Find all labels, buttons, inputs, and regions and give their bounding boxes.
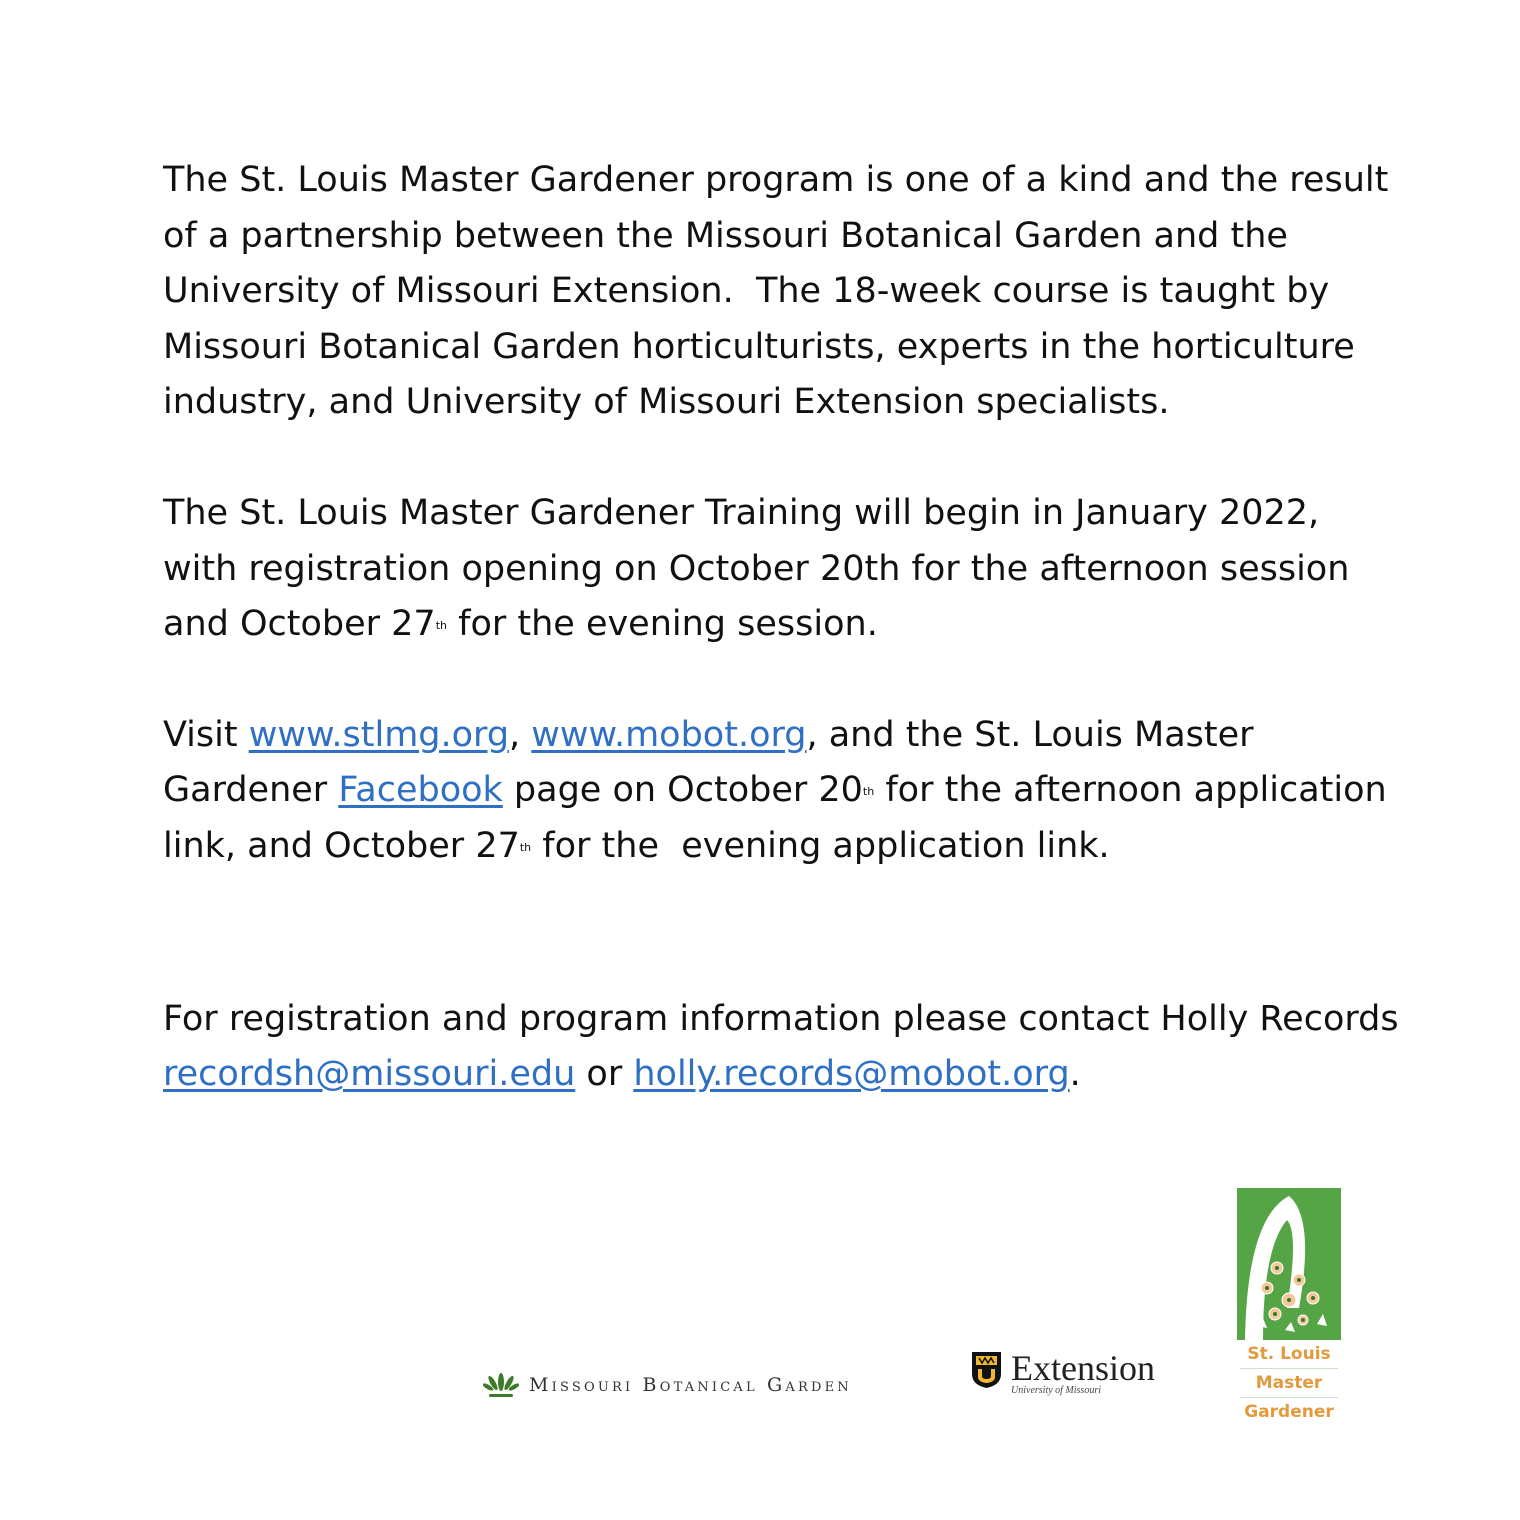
document-body: [163, 153, 1403, 1103]
extension-logo: [972, 1348, 1155, 1396]
extension-title: Extension: [1011, 1348, 1155, 1388]
separator-text: ,: [509, 714, 532, 755]
contact-text: For registration and program information please contact Holly Records: [163, 998, 1399, 1039]
contact-paragraph: [163, 992, 1403, 1103]
mizzou-shield-icon: [972, 1352, 1001, 1388]
st-louis-master-gardener-logo: [1237, 1188, 1341, 1426]
training-text: The St. Louis Master Gardener Training will begin in January 2022, with registration opening on October 20th for the afternoon session and October 27: [163, 492, 1350, 645]
intro-paragraph: The St. Louis Master Gardener program is one of a kind and the result of a partnership between the Missouri Botanical Garden and the University of Missouri Extension. The 18-week course is taught by Missouri Botanical Garden horticulturists, experts in the horticulture industry, and University of Missouri Extension specialists.: [163, 160, 1389, 423]
visit-mid-text: , and the St. Louis Master Gardener: [163, 714, 1254, 811]
training-text-end: for the evening session.: [447, 604, 878, 645]
slmg-wordmark: [1237, 1340, 1341, 1426]
missouri-botanical-garden-logo: [483, 1370, 852, 1400]
visit-paragraph: [163, 708, 1403, 875]
facebook-link[interactable]: Facebook: [338, 770, 503, 811]
mobot-email-link[interactable]: holly.records@mobot.org: [633, 1054, 1070, 1095]
ordinal-suffix: th: [519, 840, 532, 854]
slmg-line-2: Master: [1240, 1369, 1338, 1398]
mobot-link[interactable]: www.mobot.org: [531, 714, 807, 755]
period-text: .: [1069, 1054, 1081, 1095]
missouri-email-link[interactable]: recordsh@missouri.edu: [163, 1054, 576, 1095]
visit-text: Visit: [163, 714, 249, 755]
ordinal-suffix: th: [435, 619, 447, 633]
training-paragraph: [163, 486, 1403, 653]
slmg-emblem: [1237, 1188, 1341, 1340]
or-text: or: [575, 1054, 634, 1095]
visit-end-text: for the evening application link.: [531, 825, 1110, 866]
slmg-line-3: Gardener: [1244, 1402, 1334, 1422]
visit-mid2-text: for the afternoon application link, and October 27: [163, 770, 1387, 866]
mbg-leaf-icon: [483, 1370, 519, 1400]
stlmg-link[interactable]: www.stlmg.org: [248, 714, 510, 755]
ordinal-suffix: th: [862, 785, 875, 799]
extension-subtitle: University of Missouri: [1011, 1385, 1101, 1396]
slmg-line-1: St. Louis: [1240, 1340, 1338, 1369]
visit-date-text: page on October 20: [502, 770, 863, 811]
arch-flowers-icon: [1237, 1188, 1341, 1340]
mbg-wordmark: Missouri Botanical Garden: [529, 1374, 852, 1396]
